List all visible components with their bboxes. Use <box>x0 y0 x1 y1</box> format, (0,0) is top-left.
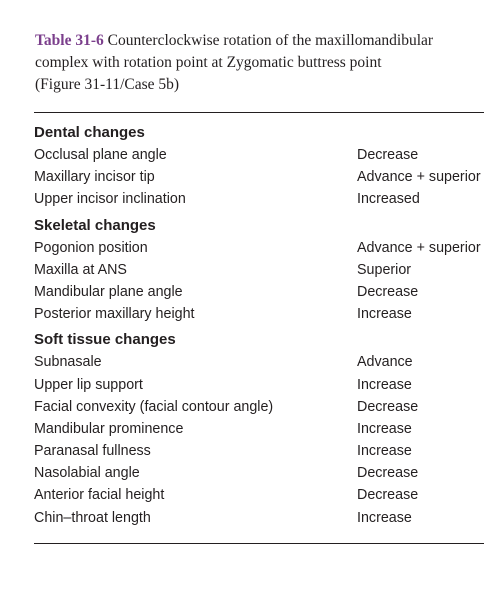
row-value: Increased <box>357 191 420 208</box>
caption-title-1: Counterclockwise rotation of the maxillomandibular <box>107 32 434 49</box>
row-value: Decrease <box>357 283 419 300</box>
table-row <box>34 281 500 303</box>
table-number: Table 31-6 <box>35 32 104 49</box>
row-value: Decrease <box>357 398 419 415</box>
table-row <box>34 484 500 506</box>
section-heading-soft-tissue: Soft tissue changes <box>34 331 176 349</box>
table-row <box>34 144 500 166</box>
row-label: Occlusal plane angle <box>34 147 167 163</box>
section-heading-dental: Dental changes <box>34 124 145 141</box>
caption-title-3: (Figure 31-11/Case 5b) <box>35 76 180 93</box>
table-row <box>34 303 500 325</box>
row-label: Upper lip support <box>34 376 143 393</box>
row-label: Anterior facial height <box>34 487 165 504</box>
table-row <box>34 374 500 396</box>
row-value: Increase <box>357 376 412 393</box>
row-value: Advance + superior <box>357 169 481 186</box>
row-label: Nasolabial angle <box>34 465 140 482</box>
row-label: Facial convexity (facial contour angle) <box>34 398 274 415</box>
row-label: Paranasal fullness <box>34 443 151 460</box>
row-label: Pogonion position <box>34 239 148 256</box>
row-value: Decrease <box>357 465 419 482</box>
table-row <box>34 166 500 188</box>
row-value: Increase <box>357 306 412 323</box>
table-caption <box>35 30 495 96</box>
table-row <box>34 351 500 373</box>
row-value: Decrease <box>357 487 419 504</box>
row-value: Decrease <box>357 147 419 163</box>
caption-line-1 <box>35 30 495 52</box>
row-label: Mandibular plane angle <box>34 283 183 300</box>
row-label: Posterior maxillary height <box>34 306 195 323</box>
row-value: Increase <box>357 443 412 460</box>
row-label: Upper incisor inclination <box>34 191 186 208</box>
row-value: Increase <box>357 420 412 437</box>
table-body <box>34 122 500 529</box>
table-row <box>34 237 500 259</box>
row-value: Superior <box>357 261 412 278</box>
table-row <box>34 507 500 529</box>
row-label: Maxilla at ANS <box>34 261 127 278</box>
top-rule <box>34 112 484 113</box>
row-label: Maxillary incisor tip <box>34 169 155 186</box>
table-row <box>34 188 500 210</box>
caption-title-2: complex with rotation point at Zygomatic buttress point <box>35 54 382 71</box>
table-row <box>34 259 500 281</box>
row-label: Mandibular prominence <box>34 420 184 437</box>
section-heading-skeletal: Skeletal changes <box>34 216 156 234</box>
table-row <box>34 396 500 418</box>
row-label: Subnasale <box>34 354 102 371</box>
row-value: Advance <box>357 354 413 371</box>
row-value: Advance + superior <box>357 239 481 256</box>
row-value: Increase <box>357 509 412 526</box>
table-row <box>34 440 500 462</box>
table-row <box>34 418 500 440</box>
table-row <box>34 462 500 484</box>
bottom-rule <box>34 543 484 544</box>
row-label: Chin–throat length <box>34 509 151 526</box>
